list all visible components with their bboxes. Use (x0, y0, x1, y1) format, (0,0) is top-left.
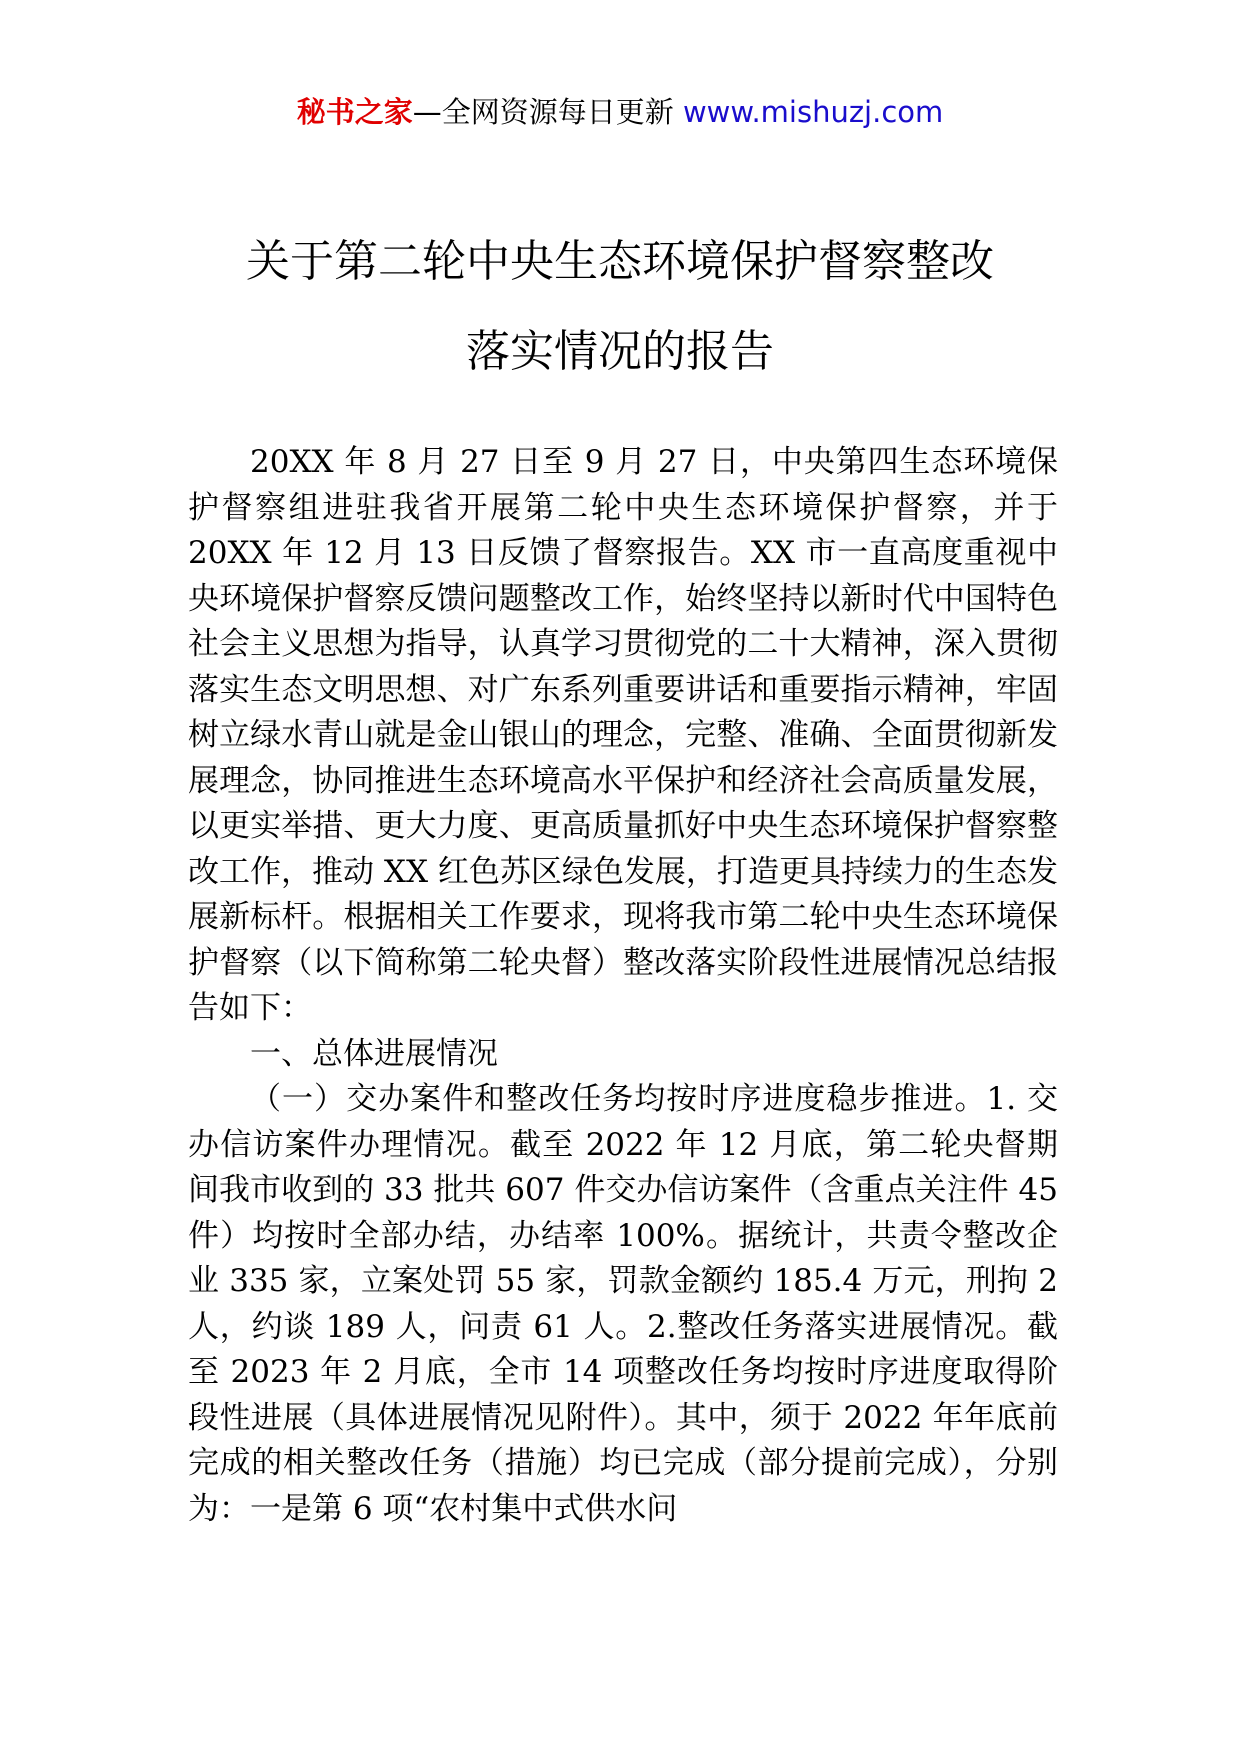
document-body (188, 440, 1058, 1532)
site-brand: 秘书之家 (296, 95, 413, 129)
site-header (0, 92, 1240, 132)
document-title-line-1: 关于第二轮中央生态环境保护督察整改 (246, 236, 994, 287)
progress-paragraph: （一）交办案件和整改任务均按时序进度稳步推进。1. 交办信访案件办理情况。截至 2022 年 12 月底，第二轮央督期间我市收到的 33 批共 607 件交办信访案件（含重点关注件 45 件）均按时全部办结，办结率 100%。据统计，共责令整改企业 335 家，立案处罚 55 家，罚款金额约 185.4 万元，刑拘 2 人，约谈 189 人，问责 61 人。2.整改任务落实进展情况。截至 2023 年 2 月底，全市 14 项整改任务均按时序进度取得阶段性进展（具体进展情况见附件）。其中，须于 2022 年年底前完成的相关整改任务（措施）均已完成（部分提前完成），分别为：一是第 6 项“农村集中式供水问 (188, 1081, 1058, 1527)
site-tagline: —全网资源每日更新 (412, 95, 674, 129)
site-url-link[interactable]: www.mishuzj.com (682, 95, 944, 129)
document-title-line-2: 落实情况的报告 (466, 326, 774, 377)
section-heading: 一、总体进展情况 (250, 1035, 498, 1072)
intro-paragraph: 20XX 年 8 月 27 日至 9 月 27 日，中央第四生态环境保护督察组进驻我省开展第二轮中央生态环境保护督察，并于 20XX 年 12 月 13 日反馈了督察报告。XX 市一直高度重视中央环境保护督察反馈问题整改工作，始终坚持以新时代中国特色社会主义思想为指导，认真学习贯彻党的二十大精神，深入贯彻落实生态文明思想、对广东系列重要讲话和重要指示精神，牢固树立绿水青山就是金山银山的理念，完整、准确、全面贯彻新发展理念，协同推进生态环境高水平保护和经济社会高质量发展，以更实举措、更大力度、更高质量抓好中央生态环境保护督察整改工作，推动 XX 红色苏区绿色发展，打造更具持续力的生态发展新标杆。根据相关工作要求，现将我市第二轮中央生态环境保护督察（以下简称第二轮央督）整改落实阶段性进展情况总结报告如下： (188, 444, 1058, 1026)
